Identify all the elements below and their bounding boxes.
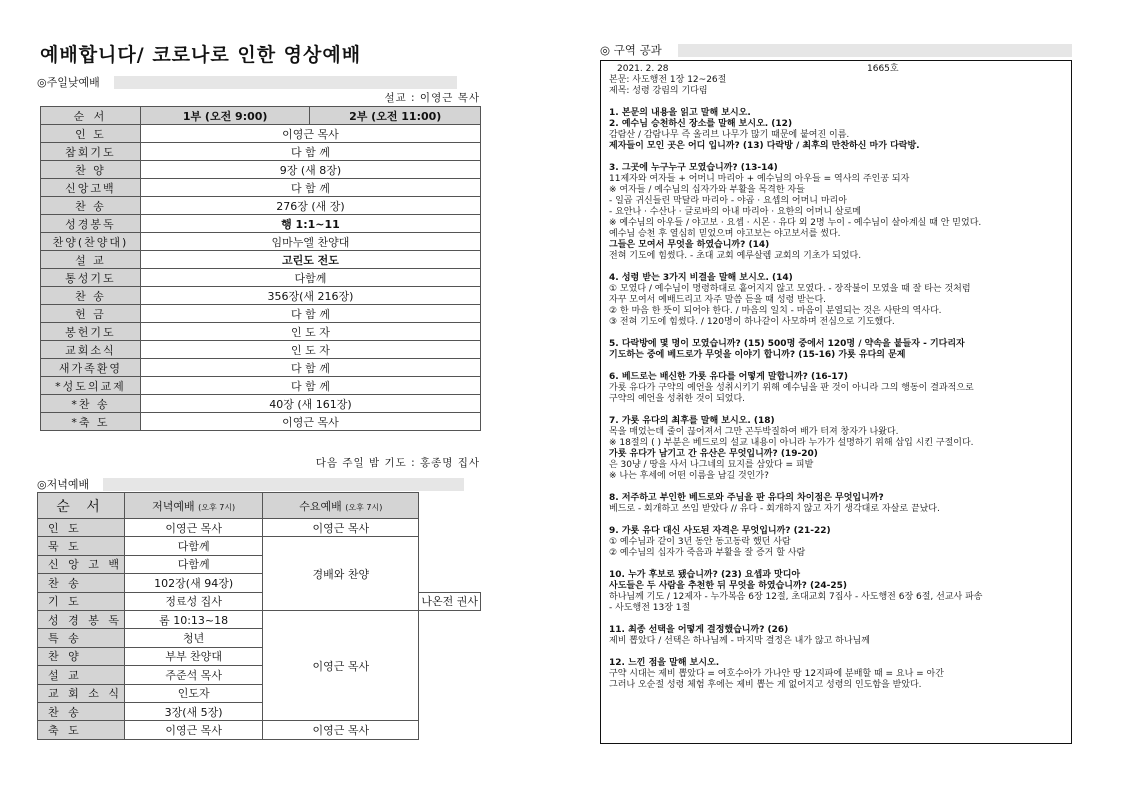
study-line: 구약의 예언을 성취한 것이 되었다. [609, 394, 746, 404]
sunday-row-value: 고린도 전도 [140, 251, 480, 269]
study-line: 9. 가룟 유다 대신 사도된 자격은 무엇입니까? (21-22) [609, 526, 831, 536]
study-line: - 요안나 · 수산나 · 글로바의 아내 마리아 · 요한의 어머니 살로메 [609, 207, 861, 217]
study-line: - 사도행전 13장 1절 [609, 603, 691, 613]
evening-row-label: 교 회 소 식 [38, 684, 125, 702]
sunday-row-value: 다 함 께 [140, 359, 480, 377]
sunday-row [41, 179, 481, 197]
sunday-row-value: 다 함 께 [140, 179, 480, 197]
sunday-row [41, 395, 481, 413]
study-line: 6. 베드로는 배신한 가룟 유다를 어떻게 말합니까? (16-17) [609, 372, 849, 382]
header-wednesday-time: (오후 7시) [345, 502, 383, 512]
sunday-row [41, 233, 481, 251]
study-line: ※ 18절의 ( ) 부분은 베드로의 설교 내용이 아니라 누가가 설명하기 위해 삽입 시킨 구절이다. [609, 438, 974, 448]
header-order: 순 서 [41, 107, 141, 125]
sunday-row-value: 다함께 [140, 269, 480, 287]
evening-service-value: 주준석 목사 [125, 666, 263, 684]
study-line: 그러나 오순절 성령 체험 후에는 제비 뽑는 게 없어지고 성령의 인도함을 받았다. [609, 680, 922, 690]
study-line: 구약 시대는 제비 뽑았다 = 여호수아가 가나안 땅 12지파에 분배할 때 = 요나 = 아간 [609, 669, 944, 679]
sunday-row [41, 377, 481, 395]
evening-service-value: 이영근 목사 [125, 519, 263, 537]
sunday-row-value: 356장(새 216장) [140, 287, 480, 305]
sunday-row-label: 성경봉독 [41, 215, 141, 233]
header-order: 순 서 [38, 493, 125, 519]
evening-row [38, 537, 481, 555]
study-line: ※ 나는 후세에 어떤 이름을 남길 것인가? [609, 471, 769, 481]
next-week-prayer: 다음 주일 밤 기도 : 홍종명 집사 [315, 457, 480, 469]
study-line: 12. 느낀 점을 말해 보시오. [609, 658, 720, 668]
evening-service-value: 롬 10:13~18 [125, 610, 263, 628]
study-line: 제목: 성령 강림의 기다림 [609, 86, 708, 96]
sunday-table-header [41, 107, 481, 125]
sunday-row-label: 신앙고백 [41, 179, 141, 197]
study-line: 2. 예수님 승천하신 장소를 말해 보시오. (12) [609, 119, 793, 129]
study-line: ③ 전혀 기도에 힘썼다. / 120명이 하나같이 사모하며 전심으로 기도했다. [609, 317, 895, 327]
study-line: 제비 뽑았다 / 선택은 하나님께 - 마지막 결정은 내가 않고 하나님께 [609, 636, 870, 646]
study-line: ② 예수님의 십자가 죽음과 부활을 잘 증거 할 사람 [609, 548, 806, 558]
study-line: 전혀 기도에 힘썼다. - 초대 교회 예루살렘 교회의 기초가 되었다. [609, 251, 862, 261]
sunday-row-label: 봉헌기도 [41, 323, 141, 341]
evening-service-value: 부부 찬양대 [125, 647, 263, 665]
sunday-row-label: 통성기도 [41, 269, 141, 287]
preacher-line: 설교 : 이영근 목사 [384, 92, 480, 104]
sunday-row-label: 찬 송 [41, 287, 141, 305]
spacer [609, 405, 1063, 416]
header-service-2: 2부 (오전 11:00) [310, 107, 481, 125]
wednesday-service-value: 나온전 권사 [419, 592, 481, 610]
study-line: ② 한 마음 한 뜻이 되어야 한다. / 마음의 일치 - 마음이 분열되는 것은 사탄의 역사다. [609, 306, 942, 316]
evening-service-value: 인도자 [125, 684, 263, 702]
study-line: 그들은 모여서 무엇을 하였습니까? (14) [609, 240, 770, 250]
evening-row-label: 기 도 [38, 592, 125, 610]
date-line [609, 64, 1063, 75]
study-date: 2021. 2. 28 [617, 64, 669, 74]
sunday-row-label: 찬 송 [41, 197, 141, 215]
sunday-row-value: 다 함 께 [140, 305, 480, 323]
sunday-row-value: 276장 (새 장) [140, 197, 480, 215]
sunday-row [41, 215, 481, 233]
heading-bar [678, 44, 1072, 57]
sunday-row-value: 인 도 자 [140, 323, 480, 341]
study-box [600, 60, 1072, 744]
heading-bar [114, 76, 457, 89]
sunday-row-label: 헌 금 [41, 305, 141, 323]
sunday-row [41, 359, 481, 377]
study-line: 은 30냥 / 땅을 사서 나그네의 묘지를 삼았다 = 피밭 [609, 460, 814, 470]
study-line: ※ 예수님의 아우들 / 야고보 · 요셉 · 시몬 · 유다 외 2명 누이 - 예수님이 살아계실 때 안 믿었다. [609, 218, 982, 228]
sunday-heading-label: ◎주일낮예배 [37, 76, 100, 89]
evening-row-label: 성 경 봉 독 [38, 610, 125, 628]
spacer [609, 328, 1063, 339]
evening-row-label: 특 송 [38, 629, 125, 647]
evening-row-label: 묵 도 [38, 537, 125, 555]
study-line: 하나님께 기도 / 12제자 - 누가복음 6장 12절, 초대교회 7집사 - 사도행전 6장 6절, 선교사 파송 [609, 592, 983, 602]
evening-order-table [37, 492, 481, 740]
heading-bar [103, 478, 464, 491]
evening-service-value: 다함께 [125, 555, 263, 573]
spacer [609, 361, 1063, 372]
sunday-row [41, 161, 481, 179]
study-issue: 1665호 [867, 64, 899, 74]
study-line: ※ 여자들 / 예수님의 십자가와 부활을 목격한 자들 [609, 185, 805, 195]
study-line: 자꾸 모여서 예배드리고 자주 말씀 듣을 때 성령 받는다. [609, 295, 827, 305]
study-line: 10. 누가 후보로 됐습니까? (23) 요셉과 맛디아 [609, 570, 801, 580]
page-title: 예배합니다/ 코로나로 인한 영상예배 [40, 44, 362, 66]
study-line: 5. 다락방에 몇 명이 모였습니까? (15) 500명 중에서 120명 / 약속을 붙들자 - 기다리자 [609, 339, 965, 349]
header-wednesday [263, 493, 419, 519]
evening-service-value: 청년 [125, 629, 263, 647]
sunday-row-value: 인 도 자 [140, 341, 480, 359]
study-line: 목을 매었는데 줄이 끊어져서 그만 곤두박질하여 배가 터져 창자가 나왔다. [609, 427, 899, 437]
evening-row [38, 721, 481, 739]
study-line: ① 모였다 / 예수님이 명령하대로 흩어지지 않고 모였다. - 장작불이 모였을 때 잘 타는 것처럼 [609, 284, 971, 294]
sunday-row-label: 찬 양 [41, 161, 141, 179]
evening-row-label: 찬 송 [38, 574, 125, 592]
study-line: 예수님 승천 후 열심히 믿었으며 야고보는 야고보서를 썼다. [609, 229, 841, 239]
sunday-row [41, 323, 481, 341]
study-line: 감람산 / 감람나무 즉 올리브 나무가 많기 때문에 붙여진 이름. [609, 130, 850, 140]
sunday-row [41, 143, 481, 161]
spacer [609, 262, 1063, 273]
sunday-row-label: 설 교 [41, 251, 141, 269]
study-line: 1. 본문의 내용을 읽고 말해 보시오. [609, 108, 751, 118]
sunday-row-label: *찬 송 [41, 395, 141, 413]
sunday-row [41, 341, 481, 359]
study-line: 4. 성령 받는 3가지 비결을 말해 보시오. (14) [609, 273, 793, 283]
evening-service-value: 이영근 목사 [125, 721, 263, 739]
evening-row-label: 인 도 [38, 519, 125, 537]
study-line: 가룟 유다가 남기고 간 유산은 무엇입니까? (19-20) [609, 449, 818, 459]
wednesday-service-value: 경배와 찬양 [263, 537, 419, 611]
evening-table-header [38, 493, 481, 519]
study-heading-label: ◎ 구역 공과 [600, 43, 662, 57]
study-line: 베드로 - 회개하고 쓰임 받았다 // 유다 - 회개하지 않고 자기 생각대로 자살로 끝났다. [609, 504, 940, 514]
spacer [609, 97, 1063, 108]
spacer [609, 515, 1063, 526]
sunday-row-label: *축 도 [41, 413, 141, 431]
evening-heading-label: ◎저녁예배 [37, 478, 90, 491]
evening-service-value: 다함께 [125, 537, 263, 555]
header-wednesday-label: 수요예배 [299, 499, 342, 513]
sunday-row [41, 287, 481, 305]
sunday-row [41, 269, 481, 287]
sunday-row-value: 행 1:1~11 [140, 215, 480, 233]
evening-row [38, 610, 481, 628]
sunday-row-value: 40장 (새 161장) [140, 395, 480, 413]
sunday-row [41, 251, 481, 269]
evening-section-heading [37, 476, 464, 492]
sunday-row-label: 인 도 [41, 125, 141, 143]
sunday-row [41, 197, 481, 215]
sunday-row-label: 교회소식 [41, 341, 141, 359]
evening-service-value: 102장(새 94장) [125, 574, 263, 592]
header-evening [125, 493, 263, 519]
sunday-section-heading [37, 74, 457, 90]
sunday-row-value: 임마누엘 찬양대 [140, 233, 480, 251]
sunday-row [41, 413, 481, 431]
study-line: 3. 그곳에 누구누구 모였습니까? (13-14) [609, 163, 778, 173]
spacer [609, 647, 1063, 658]
study-line: ① 예수님과 같이 3년 동안 동고동락 했던 사람 [609, 537, 791, 547]
evening-service-value: 정료성 집사 [125, 592, 263, 610]
sunday-row-value: 이영근 목사 [140, 125, 480, 143]
evening-row-label: 찬 송 [38, 702, 125, 720]
evening-row-label: 신 앙 고 백 [38, 555, 125, 573]
study-line: 8. 저주하고 부인한 베드로와 주님을 판 유다의 차이점은 무엇입니까? [609, 493, 884, 503]
spacer [609, 559, 1063, 570]
evening-service-value: 3장(새 5장) [125, 702, 263, 720]
evening-row-label: 찬 양 [38, 647, 125, 665]
wednesday-service-value: 이영근 목사 [263, 519, 419, 537]
sunday-row-value: 다 함 께 [140, 143, 480, 161]
study-line: 11제자와 여자들 + 어머니 마리아 + 예수님의 아우들 = 역사의 주인공 되자 [609, 174, 910, 184]
evening-row [38, 519, 481, 537]
wednesday-service-value: 이영근 목사 [263, 721, 419, 739]
sunday-row-label: *성도의교제 [41, 377, 141, 395]
sunday-row [41, 125, 481, 143]
sunday-row-label: 찬양(찬양대) [41, 233, 141, 251]
header-service-1: 1부 (오전 9:00) [140, 107, 310, 125]
evening-row-label: 설 교 [38, 666, 125, 684]
header-evening-label: 저녁예배 [152, 499, 195, 513]
study-line: 7. 가룟 유다의 최후를 말해 보시오. (18) [609, 416, 775, 426]
spacer [609, 152, 1063, 163]
evening-row-label: 축 도 [38, 721, 125, 739]
wednesday-service-value: 이영근 목사 [263, 610, 419, 720]
study-line: 기도하는 중에 베드로가 무엇을 이야기 합니까? (15-16) 가룟 유다의 문제 [609, 350, 906, 360]
sunday-row-label: 새가족환영 [41, 359, 141, 377]
study-line: 가룟 유다가 구약의 예언을 성취시키기 위해 예수님을 판 것이 아니라 그의 행동이 결과적으로 [609, 383, 974, 393]
sunday-row-label: 참회기도 [41, 143, 141, 161]
study-line: 제자들이 모인 곳은 어디 입니까? (13) 다락방 / 최후의 만찬하신 마가 다락방. [609, 141, 920, 151]
study-line: 본문: 사도행전 1장 12~26절 [609, 75, 727, 85]
study-line: 사도들은 두 사람을 추천한 뒤 무엇을 하였습니까? (24-25) [609, 581, 848, 591]
spacer [609, 614, 1063, 625]
study-line: - 일곱 귀신들린 막달라 마리아 - 야곱 · 요셉의 어머니 마리아 [609, 196, 847, 206]
header-evening-time: (오후 7시) [198, 502, 236, 512]
sunday-row-value: 다 함 께 [140, 377, 480, 395]
spacer [609, 482, 1063, 493]
sunday-row [41, 305, 481, 323]
sunday-row-value: 이영근 목사 [140, 413, 480, 431]
sunday-row-value: 9장 (새 8장) [140, 161, 480, 179]
study-section-heading [600, 42, 1072, 58]
sunday-order-table [40, 106, 481, 431]
study-line: 11. 최종 선택을 어떻게 결정했습니까? (26) [609, 625, 789, 635]
